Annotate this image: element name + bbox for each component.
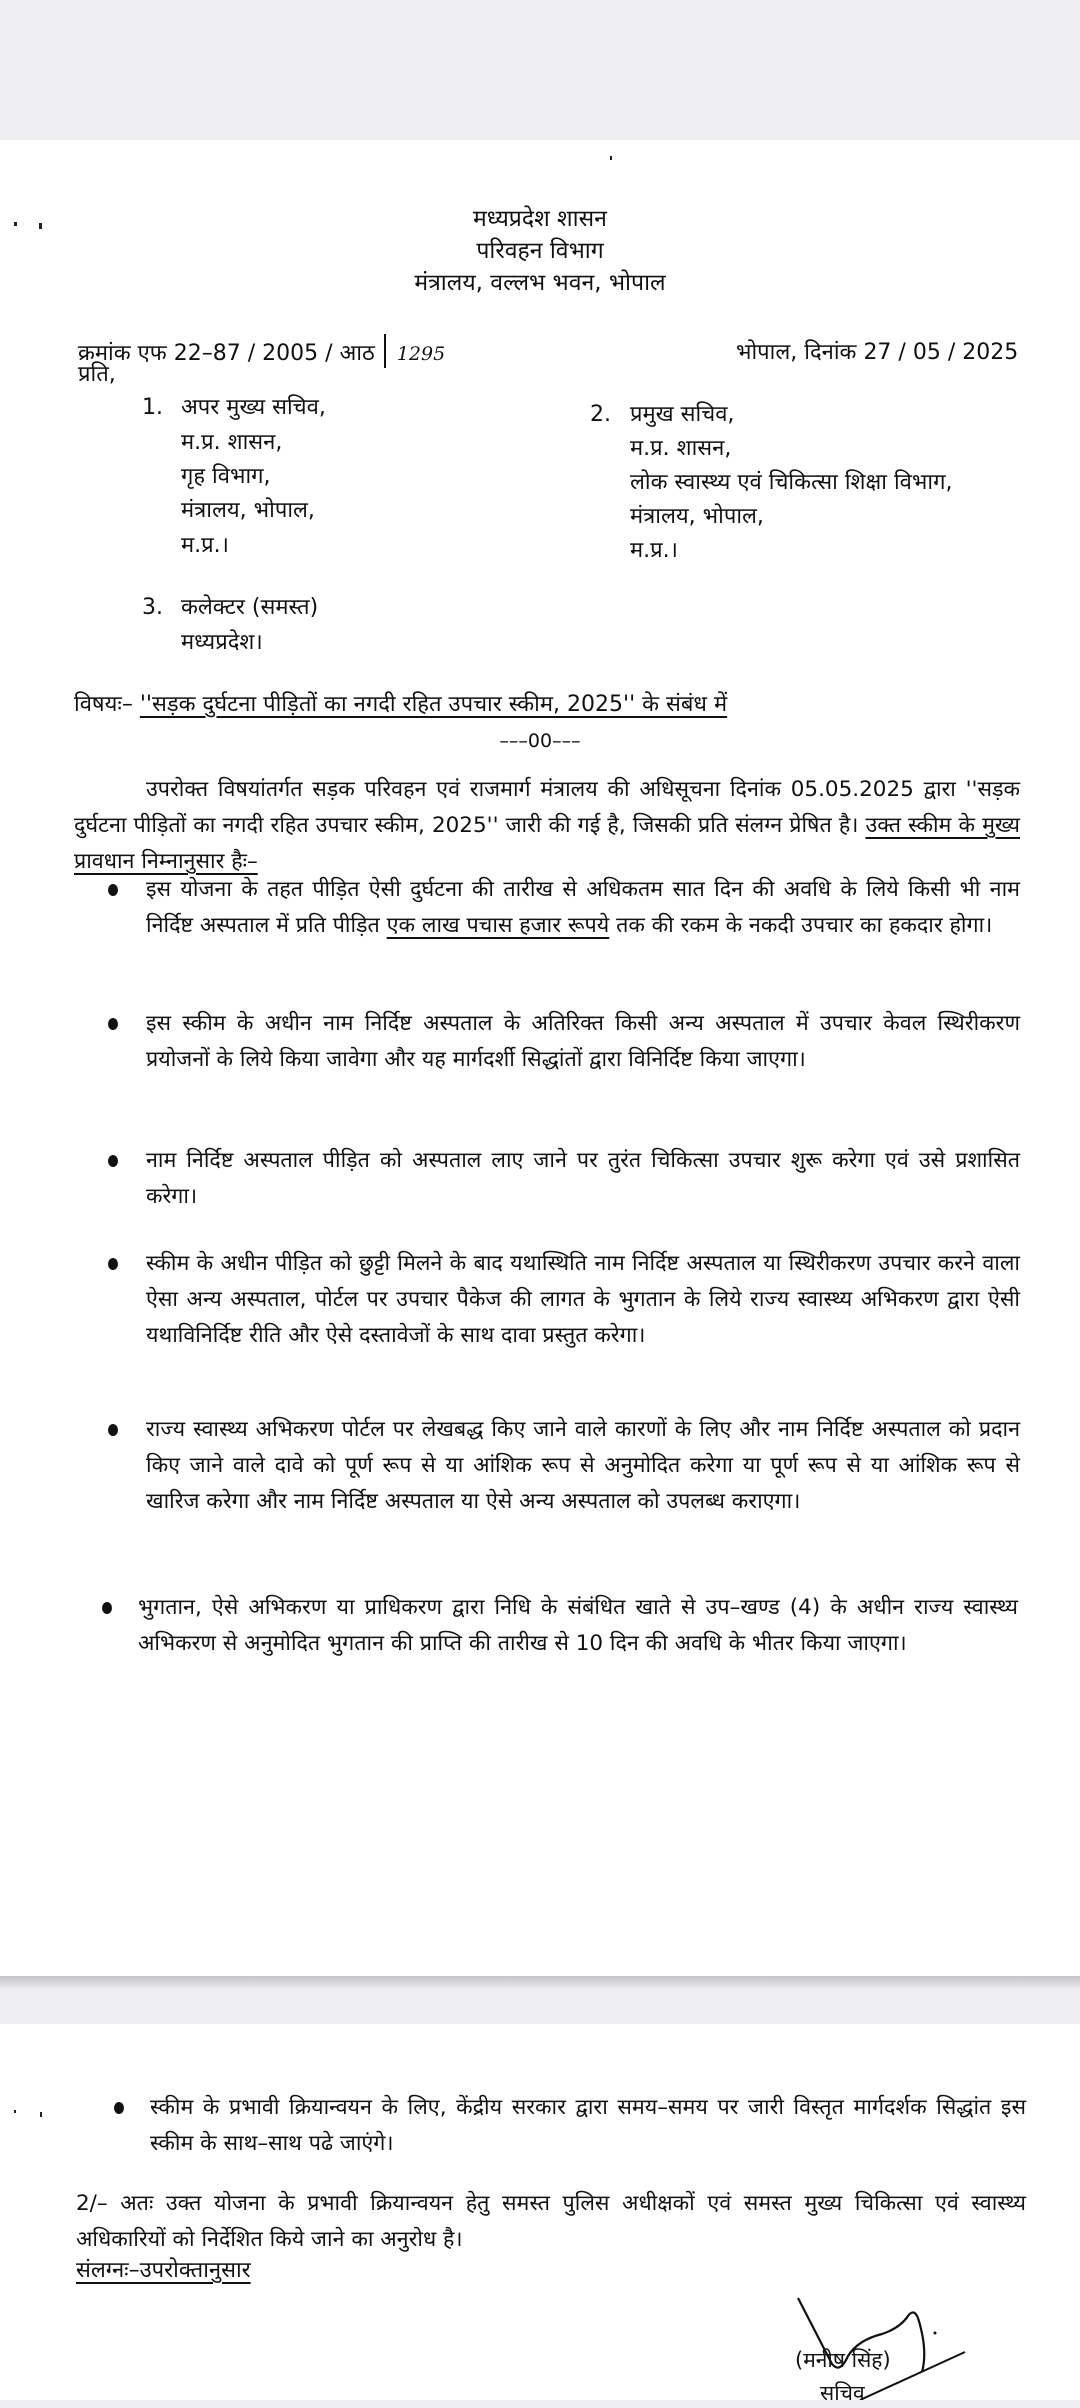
letterhead-address: मंत्रालय, वल्लभ भवन, भोपाल <box>414 270 666 296</box>
bullet-item: इस स्कीम के अधीन नाम निर्दिष्ट अस्पताल के अतिरिक्त किसी अन्य अस्पताल में उपचार केवल स्थिरीकरण प्रयोजनों के लिये किया जावेगा और यह मार्गदर्शी सिद्धांतों द्वारा विनिर्दिष्ट किया जाएगा। <box>146 1011 1020 1072</box>
letterhead-government: मध्यप्रदेश शासन <box>473 206 607 232</box>
recipient-1-line: म.प्र.। <box>181 533 229 558</box>
place-date: भोपाल, दिनांक 27 / 05 / 2025 <box>736 340 1019 365</box>
subject-text: ''सड़क दुर्घटना पीड़ितों का नगदी रहित उपचार स्कीम, 2025'' के संबंध में <box>139 692 728 717</box>
bullet-icon <box>108 1155 118 1167</box>
bullet-item: स्कीम के अधीन पीड़ित को छुट्टी मिलने के बाद यथास्थिति नाम निर्दिष्ट अस्पताल या स्थिरीकरण उपचार करने वाला ऐसा अन्य अस्पताल, पोर्टल पर उपचार पैकेज की लागत के भुगतान के लिये राज्य स्वास्थ्य अभिकरण द्वारा ऐसी यथाविनिर्दिष्ट रीति और ऐसे दस्तावेजों के साथ दावा प्रस्तुत करेगा। <box>146 1251 1020 1348</box>
bullet-icon <box>108 1018 118 1030</box>
intro-paragraph: उपरोक्त विषयांतर्गत सड़क परिवहन एवं राजमार्ग मंत्रालय की अधिसूचना दिनांक 05.05.2025 द्वारा ''सड़क दुर्घटना पीड़ितों का नगदी रहित उपचार स्कीम, 2025'' जारी की गई है, जिसकी प्रति संलग्न प्रेषित है। उक्त स्कीम के मुख्य प्रावधान निम्नानुसार हैः– <box>74 777 1020 874</box>
request-paragraph: 2/– अतः उक्त योजना के प्रभावी क्रियान्वयन हेतु समस्त पुलिस अधीक्षकों एवं समस्त मुख्य चिकित्सा एवं स्वास्थ्य अधिकारियों को निर्देशित किये जाने का अनुरोध है। <box>76 2191 1026 2252</box>
recipient-1-line: अपर मुख्य सचिव, <box>181 395 326 420</box>
recipient-1-line: गृह विभाग, <box>181 464 271 489</box>
bullet-icon <box>114 2102 124 2114</box>
recipient-1-line: म.प्र. शासन, <box>181 430 283 455</box>
subject-label: विषयः– <box>74 692 133 717</box>
bullet-item: स्कीम के प्रभावी क्रियान्वयन के लिए, केंद्रीय सरकार द्वारा समय–समय पर जारी विस्तृत मार्गदर्शक सिद्धांत इस स्कीम के साथ–साथ पढे जाएंगे। <box>150 2095 1026 2156</box>
reference-number: क्रमांक एफ 22–87 / 2005 / आठ 1295 <box>78 334 445 369</box>
signatory-title: सचिव <box>820 2381 865 2405</box>
recipient-3-number: 3. <box>142 595 163 620</box>
subject-divider: –––00––– <box>499 730 581 752</box>
bullet-item: नाम निर्दिष्ट अस्पताल पीड़ित को अस्पताल लाए जाने पर तुरंत चिकित्सा उपचार शुरू करेगा एवं उसे प्रशासित करेगा। <box>146 1148 1020 1209</box>
bullet-icon <box>108 1258 118 1270</box>
recipient-2-line: म.प्र.। <box>630 538 678 563</box>
scan-speck <box>610 156 612 160</box>
subject-line <box>74 690 727 720</box>
scan-speck <box>14 2110 16 2113</box>
bullet-icon <box>102 1602 112 1614</box>
scan-speck <box>40 2112 42 2117</box>
intro-underlined: उक्त स्कीम के मुख्य प्रावधान निम्नानुसार हैः– <box>74 813 1020 874</box>
recipient-2-number: 2. <box>590 402 611 427</box>
recipient-2-line: प्रमुख सचिव, <box>630 402 735 427</box>
letterhead-department: परिवहन विभाग <box>476 238 604 264</box>
bullet-icon <box>108 884 118 896</box>
recipient-2-line: लोक स्वास्थ्य एवं चिकित्सा शिक्षा विभाग, <box>630 470 953 495</box>
recipient-2-line: म.प्र. शासन, <box>630 436 732 461</box>
handwritten-slash <box>384 334 386 368</box>
recipient-1-number: 1. <box>142 395 163 420</box>
page-separator <box>0 1976 1080 1990</box>
prati-label: प्रति, <box>78 362 116 387</box>
recipient-1-line: मंत्रालय, भोपाल, <box>181 498 315 523</box>
bullet-item: राज्य स्वास्थ्य अभिकरण पोर्टल पर लेखबद्ध किए जाने वाले कारणों के लिए और नाम निर्दिष्ट अस्पताल को प्रदान किए जाने वाले दावे को पूर्ण रूप से या आंशिक रूप से अनुमोदित करेगा या पूर्ण रूप से या आंशिक रूप से खारिज करेगा और नाम निर्दिष्ट अस्पताल या ऐसे अन्य अस्पताल को उपलब्ध कराएगा। <box>146 1417 1020 1514</box>
recipient-2-line: मंत्रालय, भोपाल, <box>630 504 764 529</box>
bullet-item: इस योजना के तहत पीड़ित ऐसी दुर्घटना की तारीख से अधिकतम सात दिन की अवधि के लिये किसी भी नाम निर्दिष्ट अस्पताल में प्रति पीड़ित एक लाख पचास हजार रूपये तक की रकम के नकदी उपचार का हकदार होगा। <box>146 877 1020 938</box>
handwritten-number: 1295 <box>396 343 446 365</box>
bullet-icon <box>108 1424 118 1436</box>
recipient-3-line: मध्यप्रदेश। <box>181 630 263 655</box>
signatory-name: (मनीष सिंह) <box>795 2348 891 2372</box>
recipient-3-line: कलेक्टर (समस्त) <box>181 595 319 620</box>
enclosure-label: संलग्नः–उपरोक्तानुसार <box>76 2258 251 2283</box>
bullet-item: भुगतान, ऐसे अभिकरण या प्राधिकरण द्वारा निधि के संबंधित खाते से उप–खण्ड (4) के अधीन राज्य स्वास्थ्य अभिकरण से अनुमोदित भुगतान की प्राप्ति की तारीख से 10 दिन की अवधि के भीतर किया जाएगा। <box>138 1595 1018 1656</box>
